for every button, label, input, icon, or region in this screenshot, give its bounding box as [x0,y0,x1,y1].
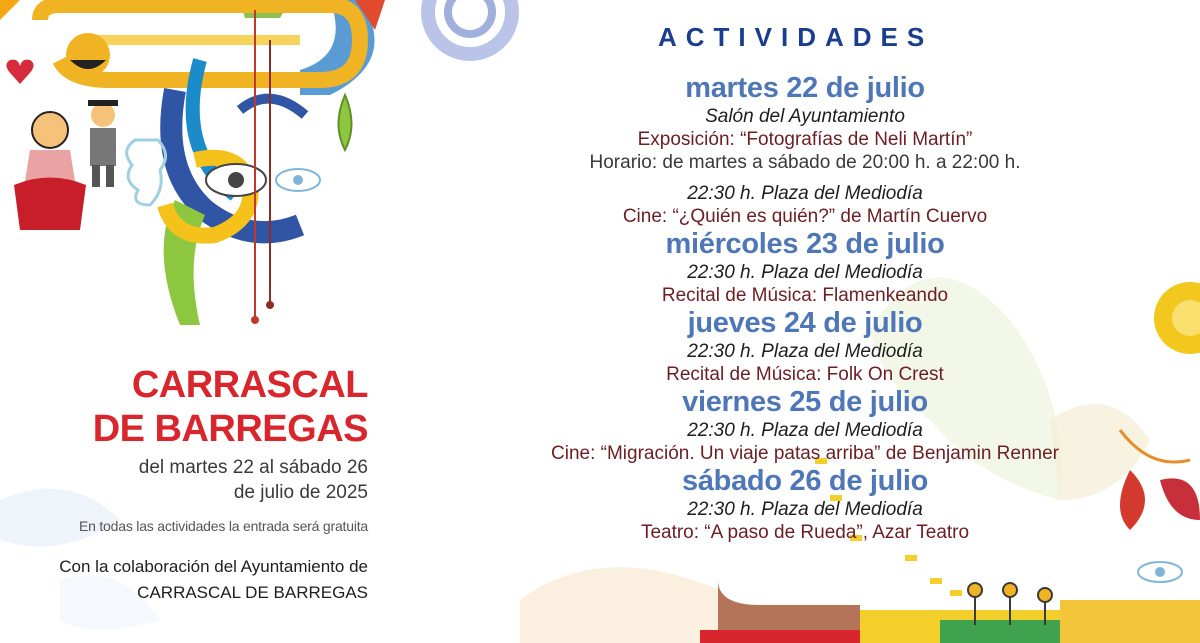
event-description: Recital de Música: Folk On Crest [666,364,944,385]
day-title-saturday: sábado 26 de julio [682,465,928,497]
event-place: Salón del Ayuntamiento [705,106,905,127]
event-description: Exposición: “Fotografías de Neli Martín” [637,129,973,150]
collaboration-line2: CARRASCAL DE BARREGAS [137,583,368,602]
town-name-line2: DE BARREGAS [92,408,368,450]
town-name-line1: CARRASCAL [131,364,368,406]
activities-heading: ACTIVIDADES [658,22,934,52]
collaboration-line1: Con la colaboración del Ayuntamiento de [59,557,368,576]
folk-art-illustration [0,0,512,325]
free-entry-note: En todas las actividades la entrada será gratuita [78,518,368,534]
event-description: Recital de Música: Flamenkeando [661,285,949,306]
event-place: 22:30 h. Plaza del Mediodía [687,183,923,204]
town-name [93,363,368,451]
activities-program [500,72,1110,544]
event-description: Cine: “Migración. Un viaje patas arriba” de Benjamin Renner [551,443,1059,464]
date-range-line1: del martes 22 al sábado 26 [138,457,368,478]
spacer [500,174,1110,182]
event-place: 22:30 h. Plaza del Mediodía [687,499,923,520]
event-place: 22:30 h. Plaza del Mediodía [687,420,923,441]
event-place: 22:30 h. Plaza del Mediodía [687,262,923,283]
collaboration-note [59,554,368,606]
day-title-tuesday: martes 22 de julio [685,72,925,104]
event-place: 22:30 h. Plaza del Mediodía [687,341,923,362]
event-description: Teatro: “A paso de Rueda”, Azar Teatro [640,522,970,543]
day-title-wednesday: miércoles 23 de julio [665,228,945,260]
date-range [139,455,368,505]
date-range-line2: de julio de 2025 [233,482,368,503]
event-description: Cine: “¿Quién es quién?” de Martín Cuervo [622,206,988,227]
event-hours: Horario: de martes a sábado de 20:00 h. a 22:00 h. [589,152,1021,173]
day-title-friday: viernes 25 de julio [682,386,928,418]
day-title-thursday: jueves 24 de julio [687,307,923,339]
